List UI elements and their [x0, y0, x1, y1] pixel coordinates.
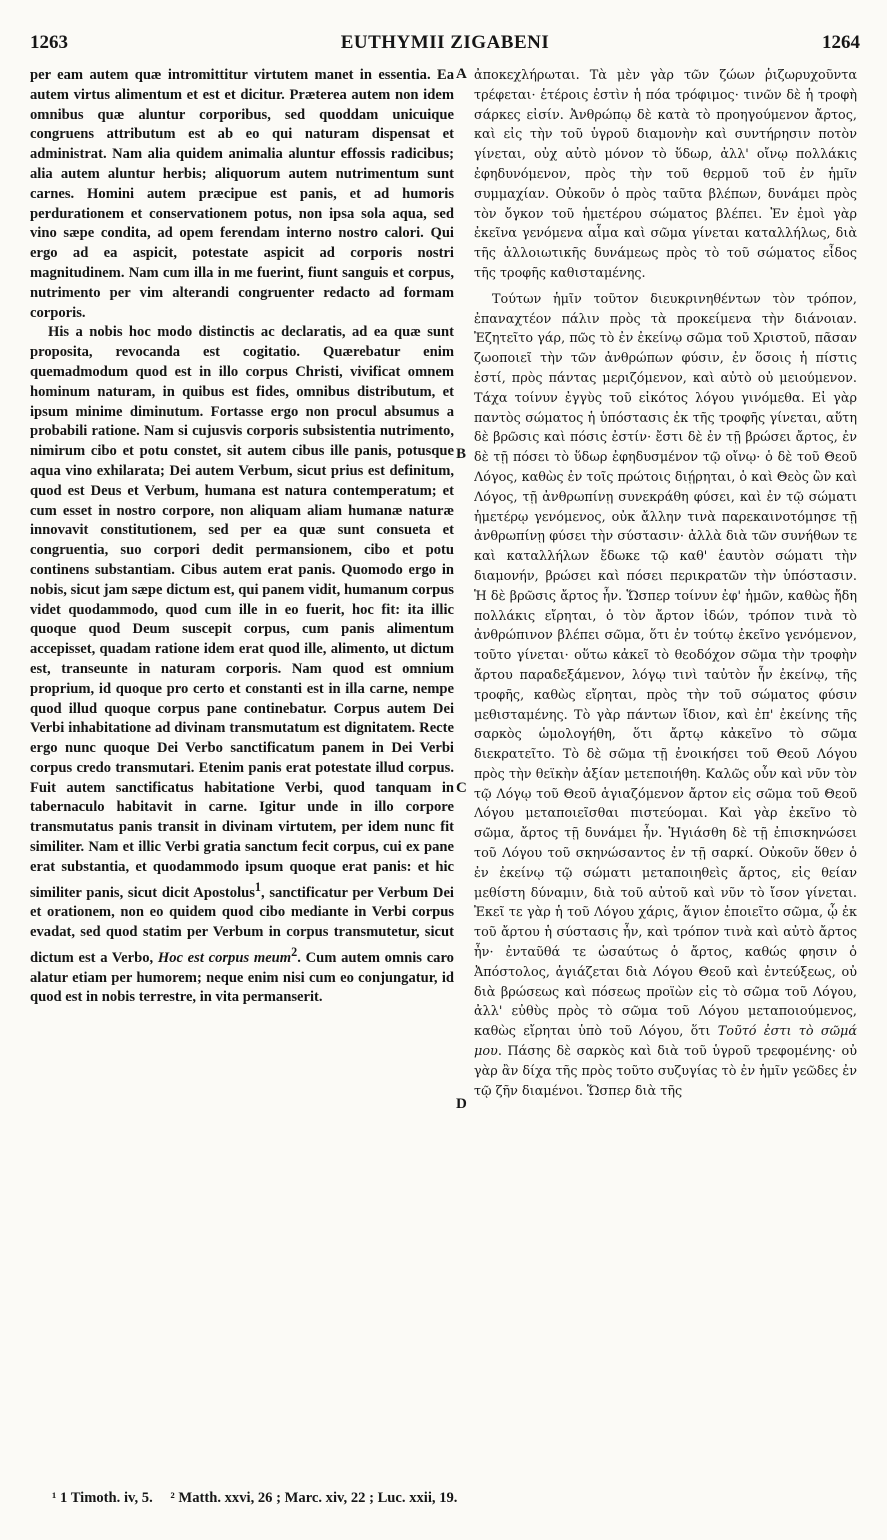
greek-column [474, 66, 857, 1466]
running-header [30, 10, 860, 53]
latin-quotation: Hoc est corpus meum [157, 949, 292, 966]
latin-paragraph-2 [30, 323, 454, 1008]
footnote-ref-1: 1 [254, 879, 261, 894]
margin-markers [454, 66, 474, 1466]
latin-paragraph-2-b: , sanctificatur per Verbum Dei et orationem, non eo quidem quod cibo mediante in Verbi corpus evadat, sed quod statim per Verbum in corpus transmutetur, sicut dictum est a Verbo, [30, 884, 454, 966]
margin-letter-c: C [456, 780, 467, 796]
margin-letter-a: A [456, 66, 467, 82]
margin-letter-d: D [456, 1096, 467, 1112]
latin-column [30, 66, 454, 1466]
footnote-ref-2: 2 [291, 944, 298, 959]
greek-paragraph-2-end: . Πάσης δὲ σαρκὸς καὶ διὰ τοῦ ὑγροῦ τρεφομένης· οὐ γὰρ ἂν δίχα τῆς πρὸς τοῦτο συζυγίας τὸ ἐν ἡμῖν γεῶδες ἐν τῷ ζῆν διαμένοι. Ὥσπερ διὰ τῆς [474, 1044, 857, 1099]
greek-paragraph-2 [474, 290, 857, 1102]
greek-paragraph-2-text: Τούτων ἡμῖν τοῦτον διευκρινηθέντων τὸν τρόπον, ἐπαναχτέον πάλιν πρὸς τὰ προκείμενα τὴν διάνοιαν. Ἐζητεῖτο γάρ, πῶς τὸ ἐν ἐκείνῳ σῶμα τοῦ Χριστοῦ, πᾶσαν ζωοποιεῖ τὴν τῶν ἀνθρώπων φύσιν, ἐν ὅσοις ἡ πίστις ἐστί, πρὸς πάντας μεριζόμενον, καὶ αὐτὸ οὐ μειούμενον. Τάχα τοίνυν ἐγγὺς τοῦ εἰκότος λόγου γινόμεθα. Εἰ γὰρ παντὸς σώματος ἡ ὑπόστασις ἐκ τῆς τροφῆς γίνεται, αὕτη δὲ βρῶσις καὶ πόσις ἐστίν· ἔστι δὲ ἐν τῇ βρώσει ἄρτος, ἐν δὲ τῇ πόσει τὸ ὕδωρ ἐφηδυσμένον τῷ οἴνῳ· ὁ δὲ τοῦ Θεοῦ Λόγος, καθὼς ἐν τοῖς πρώτοις διῄρηται, ὁ καὶ Θεὸς ὢν καὶ Λόγος, τῇ ἀνθρωπίνῃ συνεκράθη φύσει, καὶ ἐν τῷ σώματι ἡμετέρῳ γενόμενος, οὐκ ἄλλην τινὰ παρεκαινοτόμησε τῇ ἀνθρωπίνῃ φύσει τὴν σύστασιν· ἀλλὰ διὰ τῶν συνήθων τε καὶ καταλλήλων ἔδωκε τῷ καθ' ἑαυτὸν σώματι τὴν διαμονήν, βρώσει καὶ πόσει περικρατῶν τὴν ὑπόστασιν. Ἡ δὲ βρῶσις ἄρτος ἦν. Ὥσπερ τοίνυν ἐφ' ἡμῶν, καθὼς ἤδη πολλάκις εἴρηται, ὁ τὸν ἄρτον ἰδών, τρόπον τινὰ τὸ ἀνθρώπινον βλέπει σῶμα, ὅτι ἐν τούτῳ ἐκεῖνο γενόμενον, τοῦτο γίνεται· οὕτω κἀκεῖ τὸ θεοδόχον σῶμα τὴν τροφὴν ἄρτου παραδεξάμενον, λόγῳ τινὶ ταὐτὸν ἦν ἐκείνῳ, τῆς τροφῆς, καθὼς εἴρηται, πρὸς τὴν τοῦ σώματος φύσιν μεθισταμένης. Τὸ γὰρ πάντων ἴδιον, καὶ ἐπ' ἐκείνης τῆς σαρκὸς ὡμολογήθη, ὅτι ἄρτῳ κἀκεῖνο τὸ σῶμα διεκρατεῖτο. Τὸ δὲ σῶμα τῇ ἐνοικήσει τοῦ Θεοῦ Λόγου πρὸς τὴν θεϊκὴν ἀξίαν μετεποιήθη. Καλῶς οὖν καὶ νῦν τὸν τῷ Λόγῳ τοῦ Θεοῦ ἁγιαζόμενον ἄρτον εἰς σῶμα τοῦ Θεοῦ Λόγου μεταποιεῖσθαι πιστεύομαι. Καὶ γὰρ ἐκεῖνο τὸ σῶμα, ἄρτος τῇ δυνάμει ἦν. Ἡγιάσθη δὲ τῇ ἐπισκηνώσει τοῦ Λόγου τοῦ σκηνώσαντος ἐν τῇ σαρκί. Οὐκοῦν ὅθεν ὁ ἐν ἐκείνῳ τῷ σώματι μεταποιηθεὶς ἄρτος, εἰς θείαν μεθίστη δύναμιν, διὰ τοῦ αὐτοῦ καὶ νῦν τὸ ἴσον γίνεται. Ἐκεῖ τε γὰρ ἡ τοῦ Λόγου χάρις, ἅγιον ἐποιεῖτο σῶμα, ᾧ ἐκ τοῦ ἄρτου ἡ σύστασις ἦν, καὶ τρόπον τινὰ καὶ αὐτὸ ἄρτος ἦν· ἐνταῦθά τε ὡσαύτως ὁ ἄρτος, καθώς φησιν ὁ Ἀπόστολος, ἁγιάζεται διὰ Λόγου Θεοῦ καὶ ἐντεύξεως, οὐ διὰ βρώσεως καὶ πόσεως προϊὼν εἰς τὸ σῶμα τοῦ Λόγου, ἀλλ' εὐθὺς πρὸς τὸ σῶμα τοῦ Λόγου μεταποιούμενος, καθὼς εἴρηται ὑπὸ τοῦ Λόγου, ὅτι [474, 291, 857, 1040]
margin-letter-b: B [456, 446, 467, 462]
footnote-1: ¹ 1 Timoth. iv, 5. [52, 1490, 153, 1506]
page-number-right: 1264 [822, 32, 860, 53]
footnotes [52, 1490, 832, 1507]
running-title: EUTHYMII ZIGABENI [340, 32, 550, 53]
greek-quotation: Τοῦτό ἐστι τὸ σῶμά μου [474, 1024, 857, 1060]
greek-paragraph-1: ἀποκεχλήρωται. Τὰ μὲν γὰρ τῶν ζώων ῥιζωρυχοῦντα τρέφεται· ἑτέροις ἐστὶν ἡ πόα τρόφιμος· τινῶν δὲ ἡ τροφὴ σάρκες εἰσίν. Ἀνθρώπῳ δὲ κατὰ τὸ προηγούμενον ἄρτος, καὶ εἰς τὴν τοῦ ὑγροῦ διαμονὴν καὶ συντήρησιν ποτὸν γίνεται, οὐχ αὐτὸ μόνον τὸ ὕδωρ, ἀλλ' οἴνῳ πολλάκις ἐφηδυνόμενον, πρὸς τὴν τοῦ θερμοῦ τοῦ ἐν ἡμῖν συμμαχίαν. Οὐκοῦν ὁ πρὸς ταῦτα βλέπων, δυνάμει πρὸς τὸν ὄγκον τοῦ ἡμετέρου σώματος βλέπει. Ἐν ἐμοὶ γὰρ ἐκεῖνα γενόμενα αἷμα καὶ σῶμα γίνεται καταλλήλως, διὰ τῆς ἀλλοιωτικῆς δυνάμεως πρὸς τὸ τοῦ σώματος εἶδος τῆς τροφῆς καθισταμένης. [474, 68, 857, 281]
latin-paragraph-1: per eam autem quæ intromittitur virtutem manet in essentia. Ea autem virtus alimentum et est et dicitur. Præterea autem non idem omnibus quæ aluntur corporibus, sed quoddam unicuique congruens attributum est ab eo qui naturam dispensat et administrat. Nam alia quidem animalia aluntur effossis radicibus; alia autem aluntur herbis; aliquorum autem nutrimentum sunt carnes. Homini autem præcipue est panis, et ad humoris perdurationem et conservationem potus, non ipsa sola aqua, sed vino sæpe condita, ad opem ferendam interno nostro calori. Qui ergo ad ea aspicit, potestate aspicit ad corporis nostri magnitudinem. Nam cum illa in me fuerint, fiunt sanguis et corpus, nutrimento per vim alterandi congruenter redacto ad formam corporis. [30, 67, 454, 321]
page-number-left: 1263 [30, 32, 68, 53]
latin-paragraph-2-c: . Cum autem omnis caro alatur etiam per humorem; neque enim nisi cum eo conjungatur, id quod est in nobis terrestre, in vita permanserit. [30, 949, 454, 1006]
latin-paragraph-2-a: His a nobis hoc modo distinctis ac declaratis, ad ea quæ sunt proposita, revocanda est cogitatio. Quærebatur enim quemadmodum quod est in illo corpus Christi, vivificat omnem hominum naturam, in quibus est fides, omnibus distributum, et ipsum minime diminutum. Fortasse ergo non procul absumus a probabili ratione. Nam si cujusvis corporis subsistentia nutrimento, nimirum cibo et potu constet, sit autem cibus ille panis, potusque aqua vino exhilarata; Dei autem Verbum, sicut prius est definitum, quod est Deus et Verbum, humana est natura contemperatum; et cum esset in nostro corpore, non aliquam aliam humanæ naturæ innovavit constitutionem, sed per ea quæ sunt consueta et congruentia, suo corpori dedit permansionem, cibo et potu continens substantiam. Cibus autem erat panis. Quomodo ergo in nobis, sicut jam sæpe dictum est, qui panem vidit, humanum corpus videt quodammodo, quod cum ille in eo fuerit, hoc fit: ita illic quoque quod Deum suscepit corpus, cum panis alimentum accepisset, quadam ratione idem erat quod ille, alimento, ut dictum est, transeunte in naturam corporis. Nam quod est omnium proprium, id quoque pro certo et constanti est in illa carne, nempe quod illud quoque corpus pane continebatur. Corpus autem Dei Verbi inhabitatione ad divinam transmutatum est dignitatem. Recte ergo nunc quoque Dei Verbo sanctificatum panem in Dei Verbi corpus credo transmutari. Etenim panis erat potestate illud corpus. Fuit autem sanctificatus habitatione Verbi, quod tanquam in tabernaculo habitavit in carne. Igitur unde in illo corpore transmutatus panis transit in divinam virtutem, per idem nunc fit similiter. Nam et illic Verbi gratia sanctum fecit corpus, cui ex pane erat substantia, et quodammodo ipsum quoque erat panis: et hic similiter panis, sicut dicit Apostolus [30, 324, 454, 901]
footnote-2: ² Matth. xxvi, 26 ; Marc. xiv, 22 ; Luc. xxii, 19. [170, 1490, 458, 1506]
